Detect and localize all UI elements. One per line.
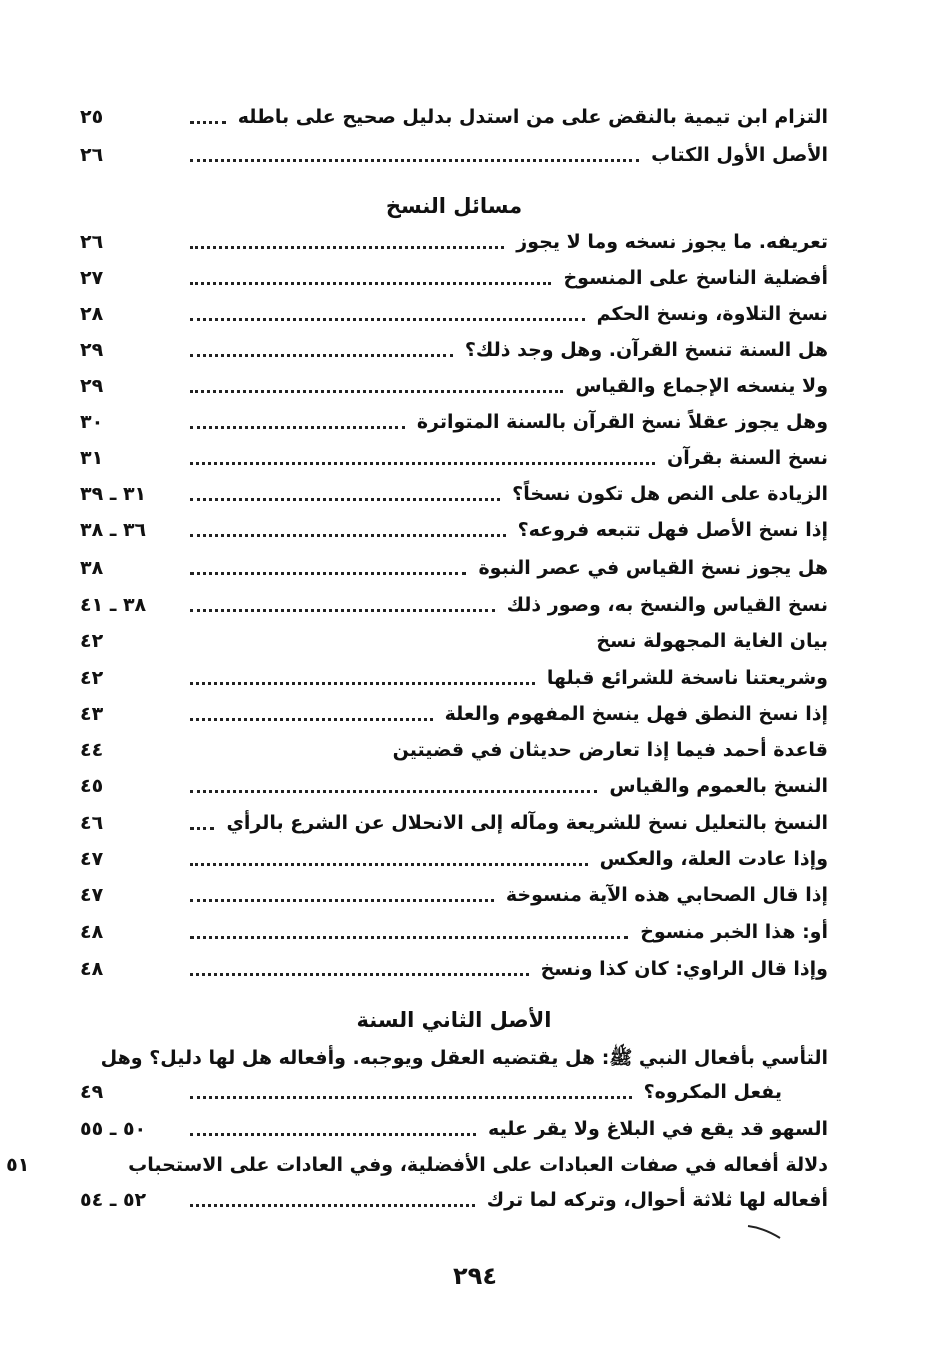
toc-entry: [80, 623, 828, 659]
entry-title: وشريعتنا ناسخة للشرائع قبلها: [541, 667, 828, 689]
entry-title: أو: هذا الخبر منسوخ: [634, 921, 828, 943]
entry-title: وهل يجوز عقلاً نسخ القرآن بالسنة المتواترة: [411, 411, 828, 433]
entry-pages: ٢٩: [80, 339, 104, 361]
entry-title: النسخ بالتعليل نسخ للشريعة ومآله إلى الانحلال عن الشرع بالرأي: [220, 812, 828, 834]
toc-entry: [80, 137, 828, 173]
toc-entry: [80, 841, 828, 877]
section-heading: مسائل النسخ: [385, 194, 523, 218]
entry-pages: ٢٧: [80, 267, 104, 289]
dot-leader: [190, 1094, 632, 1099]
entry-title: وإذا عادت العلة، والعكس: [594, 848, 828, 870]
toc-entry: [80, 550, 828, 586]
entry-title: نسخ القياس والنسخ به، وصور ذلك: [501, 594, 828, 616]
toc-entry-multiline: [80, 1074, 828, 1110]
entry-title: هل يجوز نسخ القياس في عصر النبوة: [472, 557, 828, 579]
toc-entry: [80, 587, 828, 623]
dot-leader: [190, 825, 214, 830]
entry-pages: ٤٩: [80, 1081, 104, 1103]
dot-leader: [190, 1202, 475, 1207]
dot-leader: [190, 716, 433, 721]
entry-pages: ٥٠ ـ ٥٥: [80, 1118, 147, 1140]
entry-pages: ٣١ ـ ٣٩: [80, 483, 147, 505]
toc-entry: [80, 696, 828, 732]
entry-pages: ٢٨: [80, 303, 104, 325]
entry-title: هل السنة تنسخ القرآن. وهل وجد ذلك؟: [459, 339, 828, 361]
entry-pages: ٤٤: [80, 739, 104, 761]
dot-leader: [190, 897, 494, 902]
dot-leader: [190, 280, 551, 285]
entry-title: نسخ السنة بقرآن: [661, 447, 828, 469]
entry-pages: ٣٦ ـ ٣٨: [80, 519, 147, 541]
entry-title: وإذا قال الراوي: كان كذا ونسخ: [535, 958, 828, 980]
toc-entry: [80, 768, 828, 804]
entry-pages: ٥٢ ـ ٥٤: [80, 1189, 147, 1211]
entry-title: قاعدة أحمد فيما إذا تعارض حديثان في قضيتين: [387, 739, 828, 761]
entry-pages: ٤٧: [80, 884, 104, 906]
toc-entry: [80, 512, 828, 548]
dot-leader: [190, 388, 563, 393]
toc-entry: [80, 914, 828, 950]
entry-pages: ٤٢: [80, 630, 104, 652]
entry-title: نسخ التلاوة، ونسخ الحكم: [591, 303, 828, 325]
dot-leader: [190, 352, 453, 357]
entry-pages: ٤٦: [80, 812, 104, 834]
page-number: ٢٩٤: [453, 1262, 497, 1290]
entry-pages: ٣٠: [80, 411, 104, 433]
dot-leader: [190, 971, 529, 976]
dot-leader: [190, 532, 506, 537]
entry-title: إذا نسخ الأصل فهل تتبعه فروعه؟: [512, 519, 828, 541]
entry-pages: ٣١: [80, 447, 104, 469]
dot-leader: [190, 424, 405, 429]
toc-entry: [80, 732, 828, 768]
entry-pages: ٤٢: [80, 667, 104, 689]
toc-entry: [6, 1147, 828, 1183]
entry-pages: ٣٨: [80, 557, 104, 579]
dot-leader: [190, 934, 628, 939]
dot-leader: [190, 788, 597, 793]
dot-leader: [190, 244, 504, 249]
dot-leader: [190, 460, 655, 465]
section-heading: الأصل الثاني السنة: [356, 1008, 552, 1032]
dot-leader: [190, 496, 500, 501]
toc-entry: [80, 660, 828, 696]
entry-title-line2: يفعل المكروه؟: [638, 1081, 828, 1103]
entry-title: أفضلية الناسخ على المنسوخ: [557, 267, 828, 289]
dot-leader: [190, 119, 226, 124]
entry-pages: ٢٥: [80, 106, 104, 128]
toc-entry: [80, 1111, 828, 1147]
toc-entry: [80, 476, 828, 512]
toc-entry: [80, 1182, 828, 1218]
dot-leader: [190, 570, 466, 575]
entry-pages: ٤٣: [80, 703, 104, 725]
entry-title: ولا ينسخه الإجماع والقياس: [569, 375, 828, 397]
entry-pages: ٥١: [6, 1154, 30, 1176]
entry-title: التزام ابن تيمية بالنقض على من استدل بدليل صحيح على باطله: [232, 106, 828, 128]
entry-pages: ٤٧: [80, 848, 104, 870]
entry-title: بيان الغاية المجهولة نسخ: [590, 630, 828, 652]
entry-title: الأصل الأول الكتاب: [645, 144, 828, 166]
dot-leader: [190, 861, 588, 866]
pen-mark-icon: [746, 1222, 796, 1242]
toc-entry: [80, 877, 828, 913]
entry-pages: ٣٨ ـ ٤١: [80, 594, 147, 616]
entry-title: تعريفه. ما يجوز نسخه وما لا يجوز: [510, 231, 828, 253]
toc-entry: [80, 296, 828, 332]
toc-entry: [80, 440, 828, 476]
dot-leader: [190, 680, 535, 685]
dot-leader: [190, 157, 639, 162]
entry-title: إذا نسخ النطق فهل ينسخ المفهوم والعلة: [439, 703, 828, 725]
dot-leader: [190, 1131, 476, 1136]
entry-pages: ٢٦: [80, 231, 104, 253]
toc-entry: [80, 404, 828, 440]
toc-entry: [80, 332, 828, 368]
entry-pages: ٤٥: [80, 775, 104, 797]
toc-entry: [80, 805, 828, 841]
entry-title: دلالة أفعاله في صفات العبادات على الأفضلية، وفي العادات على الاستحباب: [122, 1154, 828, 1176]
dot-leader: [190, 607, 495, 612]
entry-pages: ٤٨: [80, 921, 104, 943]
toc-entry: [80, 260, 828, 296]
toc-entry: [80, 224, 828, 260]
entry-title: الزيادة على النص هل تكون نسخاً؟: [506, 483, 828, 505]
entry-pages: ٢٦: [80, 144, 104, 166]
entry-title: السهو قد يقع في البلاغ ولا يقر عليه: [482, 1118, 828, 1140]
entry-title: أفعاله لها ثلاثة أحوال، وتركه لما ترك: [481, 1189, 828, 1211]
entry-title: إذا قال الصحابي هذه الآية منسوخة: [500, 884, 828, 906]
entry-pages: ٢٩: [80, 375, 104, 397]
toc-entry: [80, 368, 828, 404]
dot-leader: [190, 316, 585, 321]
entry-title-line1: التأسي بأفعال النبي ﷺ: هل يقتضيه العقل ويوجبه. وأفعاله هل لها دليل؟ وهل: [100, 1047, 828, 1069]
entry-pages: ٤٨: [80, 958, 104, 980]
toc-entry: [80, 951, 828, 987]
toc-entry: [80, 99, 828, 135]
entry-title: النسخ بالعموم والقياس: [603, 775, 828, 797]
